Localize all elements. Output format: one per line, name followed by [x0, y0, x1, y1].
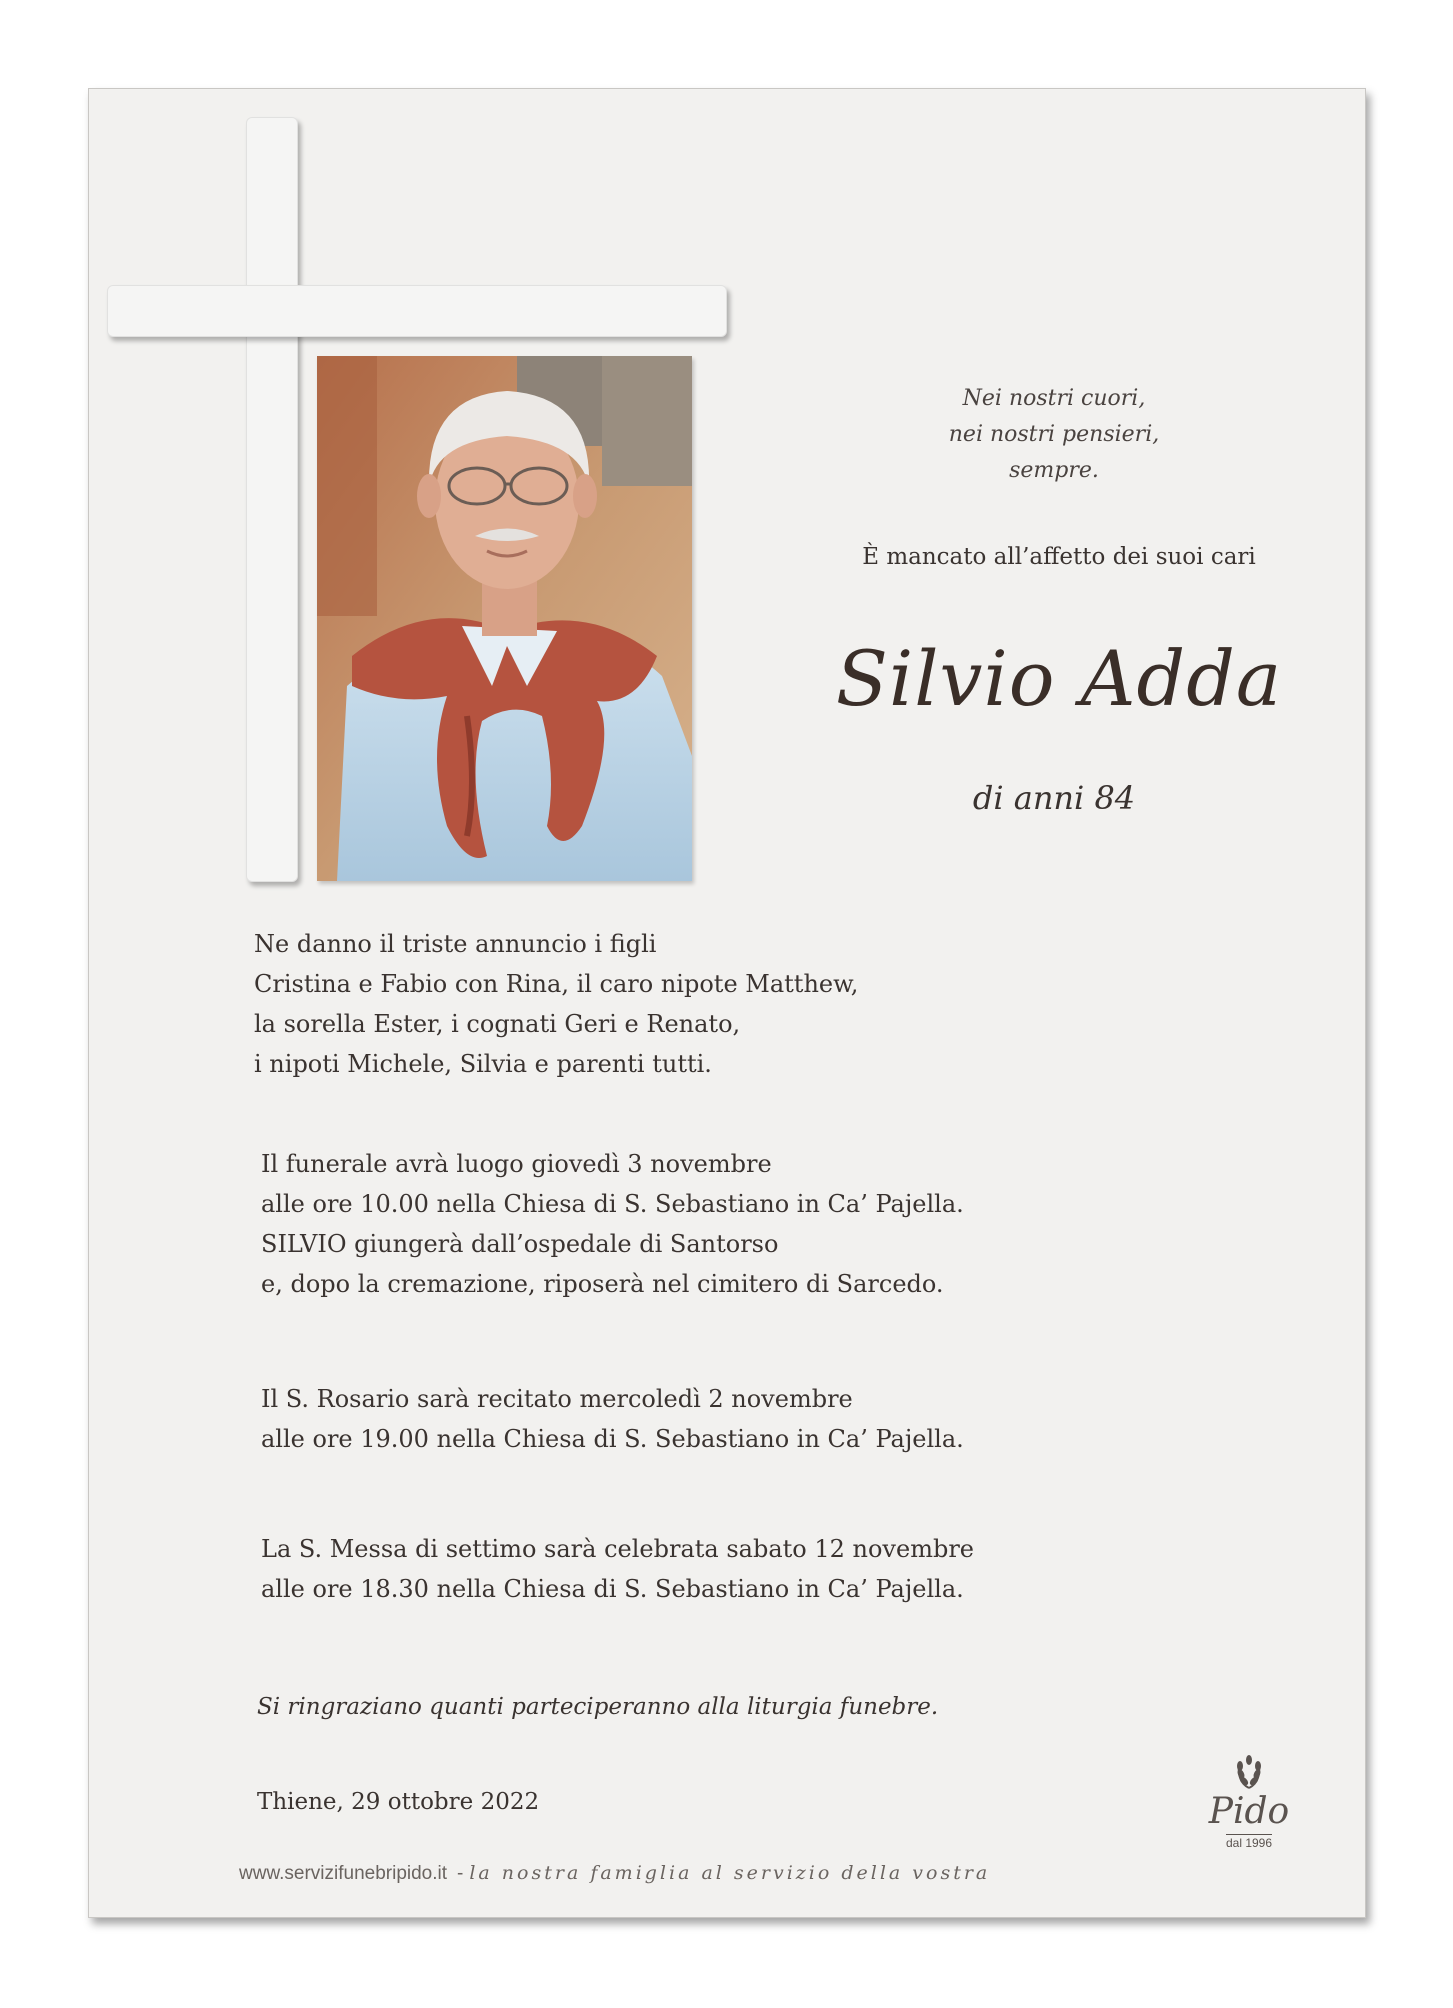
logo-since: dal 1996 [1225, 1836, 1273, 1850]
company-logo [1199, 1754, 1299, 1851]
paragraph-line: Ne danno il triste annuncio i figli [254, 930, 657, 958]
intro-text: È mancato all’affetto dei suoi cari [862, 544, 1256, 570]
paragraph-line: Il S. Rosario sarà recitato mercoledì 2 novembre [261, 1385, 853, 1413]
cross-horizontal-beam [107, 285, 727, 337]
mass-details [261, 1529, 974, 1609]
footer-separator: - [457, 1863, 464, 1884]
family-announcement [254, 924, 858, 1084]
paragraph-line: Il funerale avrà luogo giovedì 3 novembre [261, 1150, 772, 1178]
paragraph-line: Cristina e Fabio con Rina, il caro nipote Matthew, [254, 970, 859, 998]
deceased-age: di anni 84 [972, 779, 1136, 817]
laurel-wreath-icon [1231, 1754, 1267, 1790]
obituary-card [88, 88, 1366, 1918]
cross-vertical-beam [246, 117, 298, 882]
deceased-name: Silvio Adda [835, 634, 1283, 723]
logo-brand: Pido [1208, 1791, 1290, 1832]
place-date: Thiene, 29 ottobre 2022 [257, 1789, 540, 1815]
paragraph-line: e, dopo la cremazione, riposerà nel cimitero di Sarcedo. [261, 1270, 944, 1298]
memorial-quote [889, 381, 1219, 489]
thanks-text: Si ringraziano quanti parteciperanno alla liturgia funebre. [257, 1694, 939, 1720]
paragraph-line: alle ore 19.00 nella Chiesa di S. Sebastiano in Ca’ Pajella. [261, 1425, 964, 1453]
footer-motto: la nostra famiglia al servizio della vostra [469, 1862, 991, 1884]
paragraph-line: alle ore 18.30 nella Chiesa di S. Sebastiano in Ca’ Pajella. [261, 1575, 964, 1603]
portrait-photo [317, 356, 692, 881]
paragraph-line: la sorella Ester, i cognati Geri e Renato, [254, 1010, 741, 1038]
paragraph-line: i nipoti Michele, Silvia e parenti tutti. [254, 1050, 712, 1078]
paragraph-line: alle ore 10.00 nella Chiesa di S. Sebastiano in Ca’ Pajella. [261, 1190, 964, 1218]
footer [239, 1862, 990, 1885]
paragraph-line: La S. Messa di settimo sarà celebrata sabato 12 novembre [261, 1535, 974, 1563]
quote-line: sempre. [1009, 458, 1099, 483]
quote-line: nei nostri pensieri, [948, 422, 1160, 447]
rosary-details [261, 1379, 964, 1459]
funeral-details [261, 1144, 964, 1304]
website-link[interactable]: www.servizifunebripido.it [239, 1863, 448, 1884]
paragraph-line: SILVIO giungerà dall’ospedale di Santorso [261, 1230, 779, 1258]
quote-line: Nei nostri cuori, [962, 386, 1146, 411]
